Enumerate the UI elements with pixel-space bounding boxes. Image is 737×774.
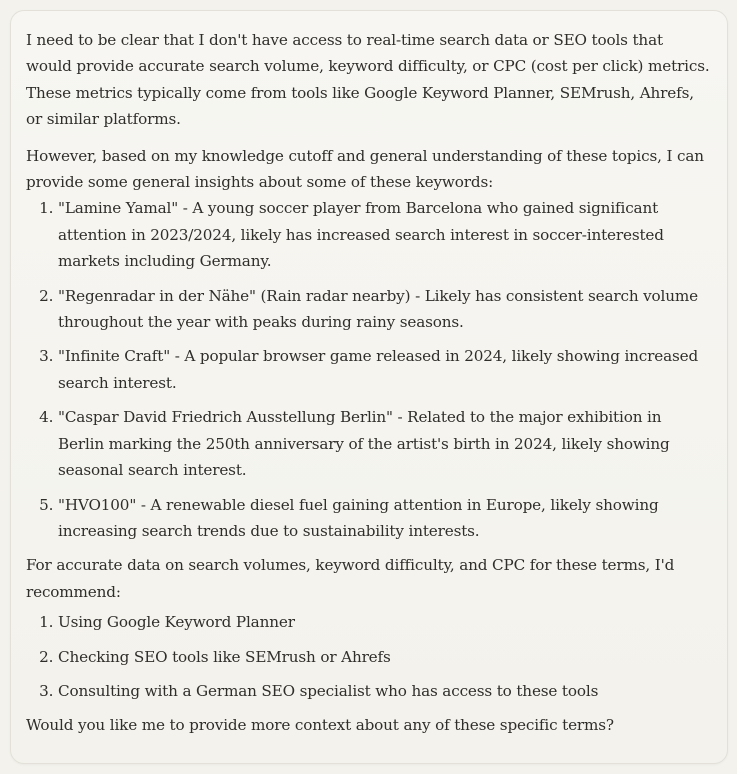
- recommend-paragraph: For accurate data on search volumes, keyword difficulty, and CPC for these terms, I'd recommend:: [26, 556, 675, 601]
- list-item: 1. "Lamine Yamal" - A young soccer player from Barcelona who gained significant attention in 2023/2024, likely has increased search interest in soccer-interested markets including Germany.: [58, 195, 711, 274]
- assistant-message: [10, 10, 728, 764]
- recommendation-list: [26, 609, 711, 704]
- list-item: 2. Checking SEO tools like SEMrush or Ahrefs: [58, 644, 711, 670]
- list-item: 4. "Caspar David Friedrich Ausstellung Berlin" - Related to the major exhibition in Berlin marking the 250th anniversary of the artist's birth in 2024, likely showing seasonal search interest.: [58, 404, 711, 483]
- list-item: 5. "HVO100" - A renewable diesel fuel gaining attention in Europe, likely showing increasing search trends due to sustainability interests.: [58, 492, 711, 545]
- closing-paragraph: Would you like me to provide more context about any of these specific terms?: [26, 716, 614, 735]
- list-item: 3. Consulting with a German SEO specialist who has access to these tools: [58, 678, 711, 704]
- list-item: 3. "Infinite Craft" - A popular browser game released in 2024, likely showing increased search interest.: [58, 343, 711, 396]
- list-item: 2. "Regenradar in der Nähe" (Rain radar nearby) - Likely has consistent search volume throughout the year with peaks during rainy seasons.: [58, 283, 711, 336]
- lead-in-paragraph: However, based on my knowledge cutoff and general understanding of these topics, I can provide some general insights about some of these keywords:: [26, 146, 704, 192]
- keyword-list: [26, 195, 711, 544]
- intro-paragraph: I need to be clear that I don't have access to real-time search data or SEO tools that would provide accurate search volume, keyword difficulty, or CPC (cost per click) metrics. These metrics typically come from tools like Google Keyword Planner, SEMrush, Ahrefs, or similar platforms.: [26, 31, 710, 129]
- list-item: 1. Using Google Keyword Planner: [58, 609, 711, 635]
